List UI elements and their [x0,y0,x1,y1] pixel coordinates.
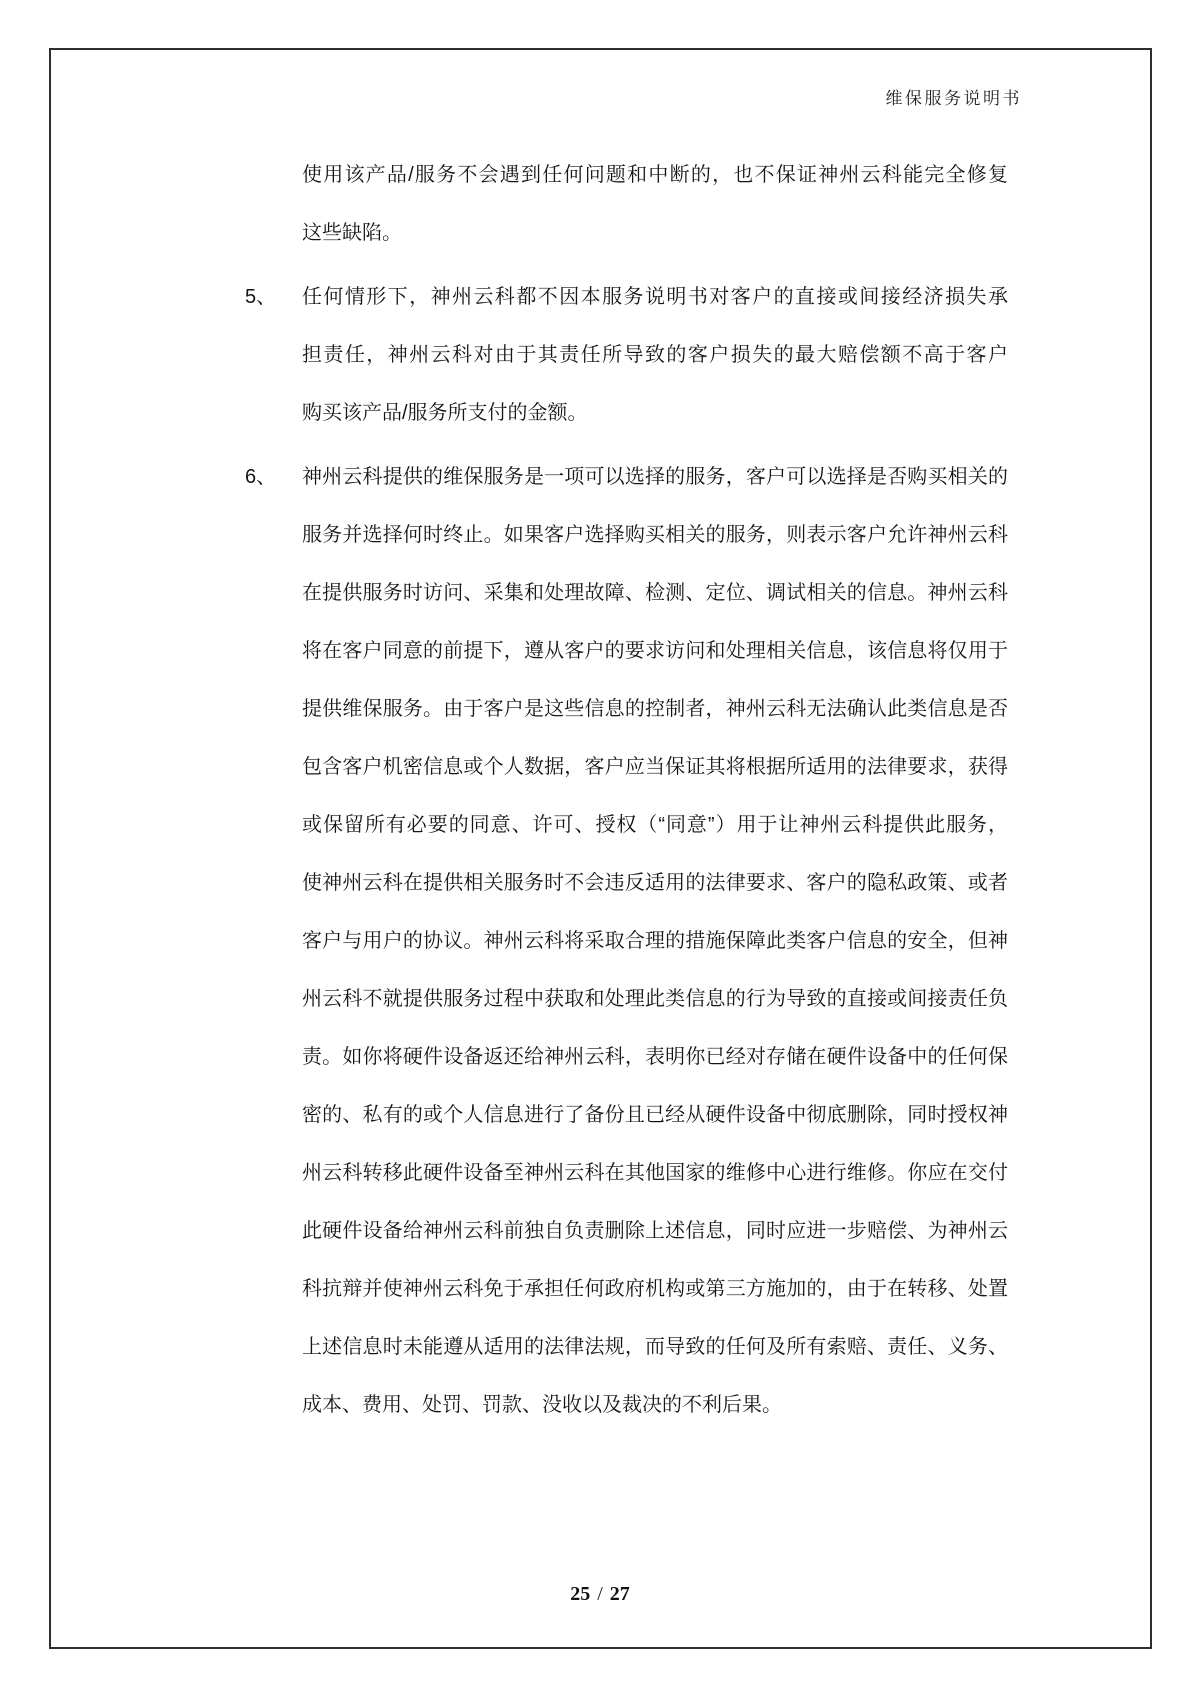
paragraph-line [245,622,1008,680]
paragraph-line [245,268,1008,326]
paragraph-line [245,384,1008,442]
footer-page-separator: / [597,1583,603,1605]
numbered-list-item [245,268,1008,442]
paragraph-line [245,1260,1008,1318]
line-text: 科抗辩并使神州云科免于承担任何政府机构或第三方施加的，由于在转移、处置 [302,1278,1008,1300]
line-text: 将在客户同意的前提下，遵从客户的要求访问和处理相关信息，该信息将仅用于 [302,640,1008,662]
line-text: 客户与用户的协议。神州云科将采取合理的措施保障此类客户信息的安全，但神 [302,930,1008,952]
page-footer [0,1583,1200,1606]
line-text: 州云科不就提供服务过程中获取和处理此类信息的行为导致的直接或间接责任负 [302,988,1008,1010]
line-text: 服务并选择何时终止。如果客户选择购买相关的服务，则表示客户允许神州云科 [302,524,1008,546]
paragraph-continuation [245,146,1008,262]
paragraph-line [245,326,1008,384]
line-text: 或保留所有必要的同意、许可、授权（“同意”）用于让神州云科提供此服务， [302,814,1008,836]
paragraph-line [245,1144,1008,1202]
paragraph-line [245,1086,1008,1144]
numbered-list-item [245,448,1008,1434]
page-header-title: 维保服务说明书 [885,89,1022,108]
paragraph-line [245,1376,1008,1434]
paragraph-line [245,564,1008,622]
paragraph-line [245,204,1008,262]
paragraph-line [245,1318,1008,1376]
paragraph-line [245,680,1008,738]
line-text: 包含客户机密信息或个人数据，客户应当保证其将根据所适用的法律要求，获得 [302,756,1008,778]
paragraph-line [245,146,1008,204]
paragraph-line [245,796,1008,854]
paragraph-line [245,912,1008,970]
line-text: 购买该产品/服务所支付的金额。 [302,402,588,424]
line-text: 使神州云科在提供相关服务时不会违反适用的法律要求、客户的隐私政策、或者 [302,872,1008,894]
line-text: 此硬件设备给神州云科前独自负责删除上述信息，同时应进一步赔偿、为神州云 [302,1220,1008,1242]
paragraph-line [245,1028,1008,1086]
list-item-number: 6、 [245,466,277,488]
paragraph-line [245,448,1008,506]
paragraph-line [245,506,1008,564]
line-text: 任何情形下，神州云科都不因本服务说明书对客户的直接或间接经济损失承 [302,286,1008,308]
paragraph-line [245,970,1008,1028]
line-text: 提供维保服务。由于客户是这些信息的控制者，神州云科无法确认此类信息是否 [302,698,1008,720]
line-text: 密的、私有的或个人信息进行了备份且已经从硬件设备中彻底删除，同时授权神 [302,1104,1008,1126]
line-text: 成本、费用、处罚、罚款、没收以及裁决的不利后果。 [302,1394,782,1416]
line-text: 担责任，神州云科对由于其责任所导致的客户损失的最大赔偿额不高于客户 [302,344,1008,366]
line-text: 这些缺陷。 [302,222,402,244]
paragraph-line [245,1202,1008,1260]
line-text: 上述信息时未能遵从适用的法律法规，而导致的任何及所有索赔、责任、义务、 [302,1336,1008,1358]
line-text: 州云科转移此硬件设备至神州云科在其他国家的维修中心进行维修。你应在交付 [302,1162,1008,1184]
line-text: 在提供服务时访问、采集和处理故障、检测、定位、调试相关的信息。神州云科 [302,582,1008,604]
footer-total-pages: 27 [609,1583,630,1605]
footer-current-page: 25 [570,1583,591,1605]
line-text: 责。如你将硬件设备返还给神州云科，表明你已经对存储在硬件设备中的任何保 [302,1046,1008,1068]
paragraph-line [245,738,1008,796]
document-body [245,146,1008,1434]
line-text: 神州云科提供的维保服务是一项可以选择的服务，客户可以选择是否购买相关的 [302,466,1008,488]
list-item-number: 5、 [245,286,277,308]
line-text: 使用该产品/服务不会遇到任何问题和中断的，也不保证神州云科能完全修复 [302,164,1008,186]
paragraph-line [245,854,1008,912]
